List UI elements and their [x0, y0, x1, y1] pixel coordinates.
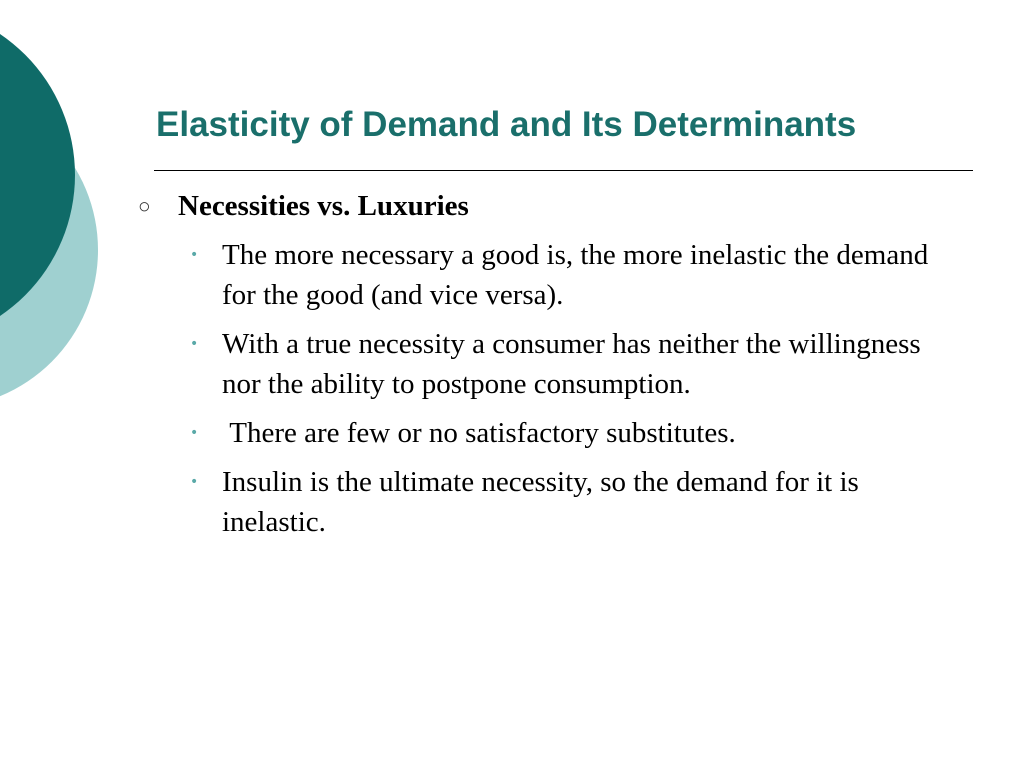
- dot-bullet-icon: •: [190, 425, 199, 441]
- dot-bullet-icon: •: [190, 247, 199, 263]
- bullet-item: [138, 324, 942, 404]
- bullet-item: [138, 462, 942, 542]
- bullet-item: [138, 413, 942, 453]
- bullet-text: There are few or no satisfactory substitutes.: [222, 417, 736, 449]
- dot-bullet-icon: •: [190, 336, 199, 352]
- decorative-circles: [0, 0, 110, 400]
- bullet-item: [138, 235, 942, 315]
- circle-bullet-icon: ○: [138, 194, 151, 218]
- bullet-text: Insulin is the ultimate necessity, so the demand for it is inelastic.: [222, 466, 859, 538]
- bullet-text: The more necessary a good is, the more inelastic the demand for the good (and vice versa).: [222, 239, 929, 311]
- bullet-list: [138, 235, 968, 542]
- bullet-text: With a true necessity a consumer has neither the willingness nor the ability to postpone consumption.: [222, 328, 921, 400]
- slide-content: [138, 186, 968, 542]
- heading-text: Necessities vs. Luxuries: [178, 190, 469, 222]
- dot-bullet-icon: •: [190, 474, 199, 490]
- heading-item: [138, 186, 968, 226]
- slide-title: Elasticity of Demand and Its Determinants: [156, 105, 857, 144]
- title-divider: [154, 170, 973, 171]
